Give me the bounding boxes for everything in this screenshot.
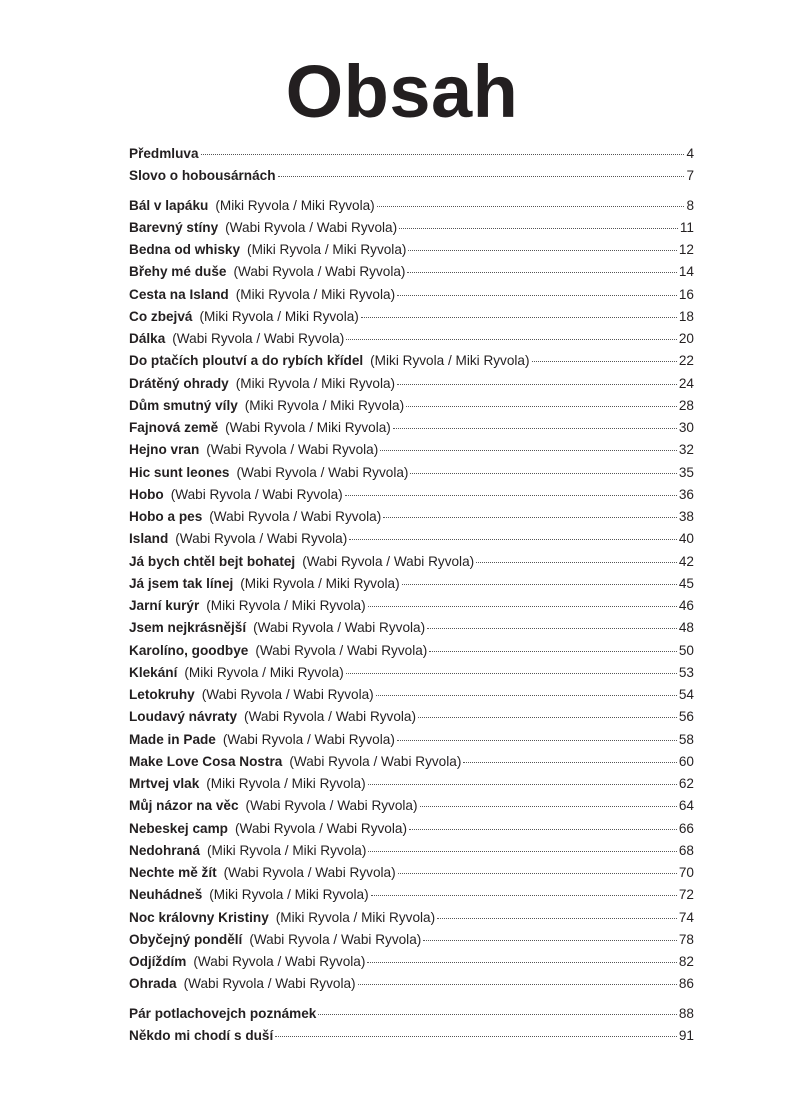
toc-entry[interactable]: [129, 862, 694, 884]
entry-title: Slovo o hobousárnách: [129, 168, 276, 184]
entry-page: 72: [678, 887, 694, 903]
toc-entry[interactable]: [129, 729, 694, 751]
entry-page: 20: [678, 331, 694, 346]
dot-leader: [368, 784, 677, 785]
entry-authors: (Wabi Ryvola / Wabi Ryvola): [233, 264, 406, 280]
entry-page: 42: [678, 553, 694, 569]
entry-title: Pár potlachovejch poznámek: [129, 1005, 317, 1021]
toc-entry[interactable]: [129, 951, 694, 973]
toc-entry[interactable]: [129, 350, 694, 372]
dot-leader: [275, 1036, 677, 1037]
entry-authors: (Miki Ryvola / Miki Ryvola): [235, 375, 396, 391]
entry-page: 14: [678, 264, 694, 280]
entry-page: 24: [678, 375, 694, 391]
entry-page: 82: [678, 954, 694, 969]
section-gap: [129, 996, 694, 1003]
dot-leader: [361, 317, 677, 318]
entry-authors: (Wabi Ryvola / Wabi Ryvola): [193, 954, 366, 969]
entry-title: Odjíždím: [129, 954, 187, 969]
dot-leader: [427, 628, 677, 629]
entry-authors: (Wabi Ryvola / Wabi Ryvola): [223, 865, 396, 880]
entry-page: 8: [686, 197, 694, 213]
entry-page: 11: [679, 219, 694, 235]
entry-authors: (Wabi Ryvola / Wabi Ryvola): [175, 531, 348, 547]
entry-page: 30: [678, 420, 694, 435]
dot-leader: [380, 450, 677, 451]
toc-entry[interactable]: [129, 907, 694, 929]
entry-page: 38: [678, 509, 694, 524]
dot-leader: [383, 517, 677, 518]
entry-authors: (Wabi Ryvola / Wabi Ryvola): [245, 798, 418, 814]
entry-authors: (Wabi Ryvola / Wabi Ryvola): [172, 331, 345, 346]
entry-title: Můj názor na věc: [129, 798, 239, 814]
section-gap: [129, 188, 694, 195]
entry-title: Předmluva: [129, 146, 199, 161]
dot-leader: [420, 806, 677, 807]
entry-title: Nechte mě žít: [129, 865, 217, 880]
toc-entry[interactable]: [129, 143, 694, 165]
entry-page: 18: [678, 308, 694, 324]
entry-page: 54: [678, 687, 694, 702]
toc-entry[interactable]: [129, 261, 694, 283]
entry-authors: (Miki Ryvola / Miki Ryvola): [235, 286, 396, 302]
entry-title: Co zbejvá: [129, 308, 193, 324]
entry-title: Klekání: [129, 664, 178, 680]
entry-page: 68: [678, 842, 694, 858]
entry-page: 74: [678, 909, 694, 925]
entry-title: Hobo: [129, 486, 164, 502]
entry-title: Island: [129, 531, 169, 547]
entry-authors: (Miki Ryvola / Miki Ryvola): [275, 909, 436, 925]
entry-authors: (Wabi Ryvola / Wabi Ryvola): [255, 642, 428, 658]
toc-entry[interactable]: [129, 706, 694, 728]
table-of-contents: [129, 143, 694, 1047]
entry-authors: (Wabi Ryvola / Wabi Ryvola): [249, 931, 422, 947]
dot-leader: [437, 918, 677, 919]
entry-title: Hejno vran: [129, 442, 200, 458]
dot-leader: [398, 873, 677, 874]
dot-leader: [463, 762, 677, 763]
entry-page: 45: [678, 575, 694, 591]
entry-title: Loudavý návraty: [129, 709, 238, 725]
entry-title: Jarní kurýr: [129, 598, 200, 613]
entry-page: 35: [678, 464, 694, 480]
entry-title: Hic sunt leones: [129, 464, 230, 480]
entry-page: 12: [678, 242, 694, 257]
entry-title: Barevný stíny: [129, 219, 219, 235]
dot-leader: [407, 272, 676, 273]
dot-leader: [278, 176, 685, 177]
entry-title: Noc královny Kristiny: [129, 909, 269, 925]
entry-page: 22: [678, 353, 694, 369]
entry-authors: (Miki Ryvola / Miki Ryvola): [247, 242, 407, 257]
dot-leader: [318, 1014, 677, 1015]
entry-page: 7: [686, 168, 694, 184]
entry-page: 91: [678, 1027, 694, 1043]
entry-title: Ohrada: [129, 976, 177, 992]
entry-title: Neuhádneš: [129, 887, 203, 903]
entry-authors: (Wabi Ryvola / Wabi Ryvola): [222, 731, 395, 747]
entry-title: Made in Pade: [129, 731, 216, 747]
entry-title: Někdo mi chodí s duší: [129, 1027, 274, 1043]
entry-title: Já bych chtěl bejt bohatej: [129, 553, 296, 569]
back-matter-section: [129, 1003, 694, 1048]
dot-leader: [358, 984, 677, 985]
entry-page: 56: [678, 709, 694, 725]
toc-entry[interactable]: [129, 165, 694, 187]
entry-page: 60: [678, 753, 694, 769]
entry-authors: (Wabi Ryvola / Miki Ryvola): [225, 420, 391, 435]
toc-entry[interactable]: [129, 195, 694, 217]
dot-leader: [408, 250, 676, 251]
toc-entry[interactable]: [129, 528, 694, 550]
entry-title: Drátěný ohrady: [129, 375, 229, 391]
toc-entry[interactable]: [129, 417, 694, 439]
entry-title: Do ptačích ploutví a do rybích křídel: [129, 353, 364, 369]
entry-page: 50: [678, 642, 694, 658]
dot-leader: [367, 962, 676, 963]
entry-authors: (Miki Ryvola / Miki Ryvola): [207, 842, 367, 858]
entry-authors: (Wabi Ryvola / Wabi Ryvola): [206, 442, 379, 458]
dot-leader: [532, 361, 677, 362]
dot-leader: [376, 695, 677, 696]
toc-entry[interactable]: [129, 395, 694, 417]
entry-authors: (Miki Ryvola / Miki Ryvola): [240, 575, 400, 591]
entry-page: 46: [678, 598, 694, 613]
page-title: Obsah: [285, 50, 519, 133]
entry-authors: (Miki Ryvola / Miki Ryvola): [206, 598, 366, 613]
entry-title: Cesta na Island: [129, 286, 229, 302]
dot-leader: [345, 495, 677, 496]
entry-title: Fajnová země: [129, 420, 219, 435]
dot-leader: [409, 829, 677, 830]
entry-authors: (Miki Ryvola / Miki Ryvola): [206, 776, 366, 791]
entry-authors: (Wabi Ryvola / Wabi Ryvola): [253, 620, 426, 636]
dot-leader: [201, 154, 685, 155]
toc-entry[interactable]: [129, 373, 694, 395]
toc-entry[interactable]: [129, 551, 694, 573]
toc-entry[interactable]: [129, 306, 694, 328]
entry-authors: (Wabi Ryvola / Wabi Ryvola): [244, 709, 417, 725]
entry-page: 88: [678, 1005, 694, 1021]
entry-authors: (Wabi Ryvola / Wabi Ryvola): [302, 553, 475, 569]
dot-leader: [418, 717, 677, 718]
toc-entry[interactable]: [129, 640, 694, 662]
dot-leader: [346, 339, 677, 340]
dot-leader: [377, 206, 685, 207]
dot-leader: [368, 851, 676, 852]
entry-authors: (Wabi Ryvola / Wabi Ryvola): [235, 820, 407, 836]
toc-entry[interactable]: [129, 1003, 694, 1025]
dot-leader: [429, 651, 677, 652]
dot-leader: [349, 539, 677, 540]
dot-leader: [368, 606, 677, 607]
toc-entry[interactable]: [129, 328, 694, 350]
entry-title: Já jsem tak línej: [129, 575, 234, 591]
entry-page: 78: [678, 931, 694, 947]
entry-title: Dům smutný víly: [129, 397, 238, 413]
entry-title: Nedohraná: [129, 842, 201, 858]
dot-leader: [476, 562, 677, 563]
entry-authors: (Miki Ryvola / Miki Ryvola): [370, 353, 530, 369]
toc-entry[interactable]: [129, 239, 694, 261]
songs-section: [129, 195, 694, 996]
dot-leader: [393, 428, 677, 429]
dot-leader: [423, 940, 677, 941]
entry-title: Břehy mé duše: [129, 264, 227, 280]
front-matter-section: [129, 143, 694, 188]
toc-entry[interactable]: [129, 751, 694, 773]
dot-leader: [410, 473, 676, 474]
entry-authors: (Wabi Ryvola / Wabi Ryvola): [201, 687, 374, 702]
toc-entry[interactable]: [129, 484, 694, 506]
entry-authors: (Miki Ryvola / Miki Ryvola): [209, 887, 369, 903]
toc-entry[interactable]: [129, 973, 694, 995]
toc-entry[interactable]: [129, 573, 694, 595]
toc-entry[interactable]: [129, 462, 694, 484]
entry-title: Bál v lapáku: [129, 197, 209, 213]
entry-title: Make Love Cosa Nostra: [129, 753, 283, 769]
entry-page: 70: [678, 865, 694, 880]
entry-authors: (Wabi Ryvola / Wabi Ryvola): [170, 486, 343, 502]
dot-leader: [402, 584, 677, 585]
entry-title: Jsem nejkrásnější: [129, 620, 247, 636]
entry-page: 32: [678, 442, 694, 458]
entry-page: 48: [678, 620, 694, 636]
entry-authors: (Miki Ryvola / Miki Ryvola): [215, 197, 375, 213]
entry-page: 86: [678, 976, 694, 992]
toc-entry[interactable]: [129, 840, 694, 862]
toc-entry[interactable]: [129, 439, 694, 461]
toc-entry[interactable]: [129, 506, 694, 528]
dot-leader: [371, 895, 677, 896]
entry-page: 4: [686, 146, 694, 161]
entry-title: Obyčejný pondělí: [129, 931, 243, 947]
toc-entry[interactable]: [129, 684, 694, 706]
dot-leader: [397, 384, 677, 385]
toc-entry[interactable]: [129, 284, 694, 306]
toc-entry[interactable]: [129, 662, 694, 684]
dot-leader: [346, 673, 677, 674]
entry-authors: (Wabi Ryvola / Wabi Ryvola): [289, 753, 462, 769]
entry-page: 40: [678, 531, 694, 547]
dot-leader: [399, 228, 678, 229]
entry-authors: (Miki Ryvola / Miki Ryvola): [184, 664, 344, 680]
entry-authors: (Miki Ryvola / Miki Ryvola): [244, 397, 405, 413]
dot-leader: [406, 406, 677, 407]
toc-entry[interactable]: [129, 595, 694, 617]
entry-page: 53: [678, 664, 694, 680]
toc-entry[interactable]: [129, 818, 694, 840]
dot-leader: [397, 295, 677, 296]
entry-title: Bedna od whisky: [129, 242, 241, 257]
entry-title: Nebeskej camp: [129, 820, 228, 836]
dot-leader: [397, 740, 677, 741]
entry-authors: (Wabi Ryvola / Wabi Ryvola): [225, 219, 398, 235]
toc-entry[interactable]: [129, 1025, 694, 1047]
entry-page: 66: [678, 820, 694, 836]
entry-authors: (Wabi Ryvola / Wabi Ryvola): [236, 464, 409, 480]
toc-entry[interactable]: [129, 617, 694, 639]
entry-page: 28: [678, 397, 694, 413]
entry-title: Karolíno, goodbye: [129, 642, 249, 658]
toc-entry[interactable]: [129, 884, 694, 906]
toc-entry[interactable]: [129, 773, 694, 795]
entry-authors: (Wabi Ryvola / Wabi Ryvola): [183, 976, 356, 992]
entry-authors: (Wabi Ryvola / Wabi Ryvola): [209, 509, 382, 524]
entry-title: Mrtvej vlak: [129, 776, 200, 791]
entry-authors: (Miki Ryvola / Miki Ryvola): [199, 308, 359, 324]
toc-entry[interactable]: [129, 217, 694, 239]
entry-title: Hobo a pes: [129, 509, 203, 524]
entry-page: 62: [678, 776, 694, 791]
toc-entry[interactable]: [129, 929, 694, 951]
entry-page: 16: [678, 286, 694, 302]
entry-page: 64: [678, 798, 694, 814]
toc-entry[interactable]: [129, 795, 694, 817]
entry-page: 36: [678, 486, 694, 502]
entry-title: Letokruhy: [129, 687, 195, 702]
entry-page: 58: [678, 731, 694, 747]
entry-title: Dálka: [129, 331, 166, 346]
